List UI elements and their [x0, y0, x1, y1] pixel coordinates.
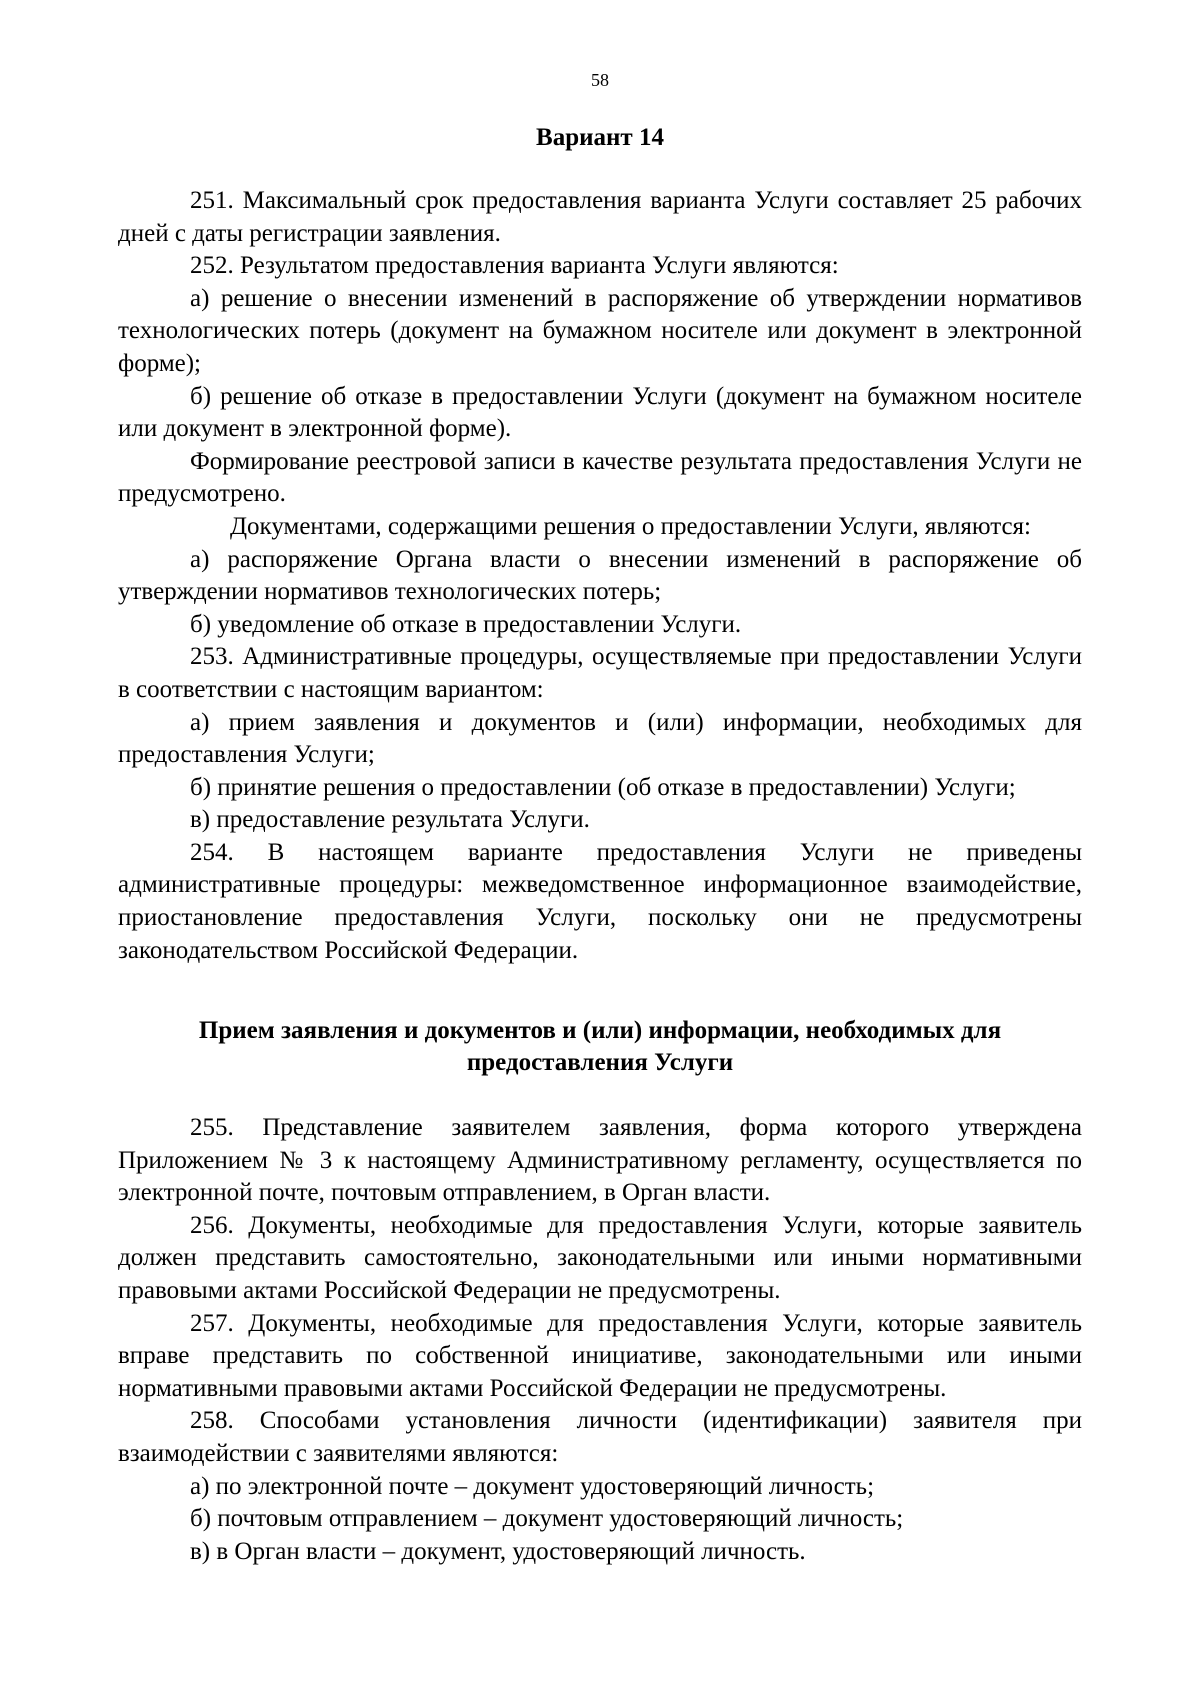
list-item-252b: б) решение об отказе в предоставлении Услуги (документ на бумажном носителе или документ в электронной форме).: [118, 382, 1082, 443]
paragraph-256: 256. Документы, необходимые для предоставления Услуги, которые заявитель должен представить самостоятельно, законодательными или иными нормативными правовыми актами Российской Федерации не предусмотрены.: [118, 1211, 1082, 1304]
list-item-docs-a: а) распоряжение Органа власти о внесении изменений в распоряжение об утверждении нормативов технологических потерь;: [118, 545, 1082, 606]
section-heading-line-1: Прием заявления и документов и (или) информации, необходимых для: [198, 1017, 1002, 1044]
paragraph-255: 255. Представление заявителем заявления, форма которого утверждена Приложением № 3 к настоящему Административному регламенту, осуществляется по электронной почте, почтовым отправлением, в Орган власти.: [118, 1114, 1082, 1207]
list-item-253c: в) предоставление результата Услуги.: [190, 806, 590, 834]
paragraph-registry-note: Формирование реестровой записи в качестве результата предоставления Услуги не предусмотрено.: [118, 447, 1082, 508]
paragraph-257: 257. Документы, необходимые для предоставления Услуги, которые заявитель вправе представить по собственной инициативе, законодательными или иными нормативными правовыми актами Российской Федерации не предусмотрены.: [118, 1309, 1082, 1402]
paragraph-252: 252. Результатом предоставления варианта Услуги являются:: [190, 252, 839, 280]
variant-body: [118, 185, 1082, 967]
page-number: 58: [591, 70, 609, 90]
section-heading: [118, 1015, 1082, 1079]
list-item-253b: б) принятие решения о предоставлении (об отказе в предоставлении) Услуги;: [190, 773, 1016, 801]
section-heading-line-2: предоставления Услуги: [466, 1049, 734, 1076]
paragraph-258: 258. Способами установления личности (идентификации) заявителя при взаимодействии с заявителями являются:: [118, 1407, 1082, 1467]
paragraph-254: 254. В настоящем варианте предоставления Услуги не приведены административные процедуры: межведомственное информационное взаимодействие, приостановление предоставления Услуги, поскольку они не предусмотрены законодательством Российской Федерации.: [118, 838, 1082, 964]
list-item-docs-b: б) уведомление об отказе в предоставлении Услуги.: [190, 610, 742, 638]
paragraph-253: 253. Административные процедуры, осуществляемые при предоставлении Услуги в соответствии с настоящим вариантом:: [118, 643, 1082, 703]
paragraph-251: 251. Максимальный срок предоставления варианта Услуги составляет 25 рабочих дней с даты регистрации заявления.: [118, 187, 1082, 247]
list-item-258c: в) в Орган власти – документ, удостоверяющий личность.: [190, 1537, 806, 1565]
variant-heading: Вариант 14: [536, 124, 664, 151]
list-item-258a: а) по электронной почте – документ удостоверяющий личность;: [190, 1472, 875, 1500]
list-item-252a: а) решение о внесении изменений в распоряжение об утверждении нормативов технологических потерь (документ на бумажном носителе или документ в электронной форме);: [118, 284, 1082, 377]
paragraph-decision-documents: Документами, содержащими решения о предоставлении Услуги, являются:: [230, 512, 1031, 540]
list-item-258b: б) почтовым отправлением – документ удостоверяющий личность;: [190, 1505, 904, 1533]
list-item-253a: а) прием заявления и документов и (или) информации, необходимых для предоставления Услуги;: [118, 708, 1082, 769]
section-body: [118, 1112, 1082, 1568]
